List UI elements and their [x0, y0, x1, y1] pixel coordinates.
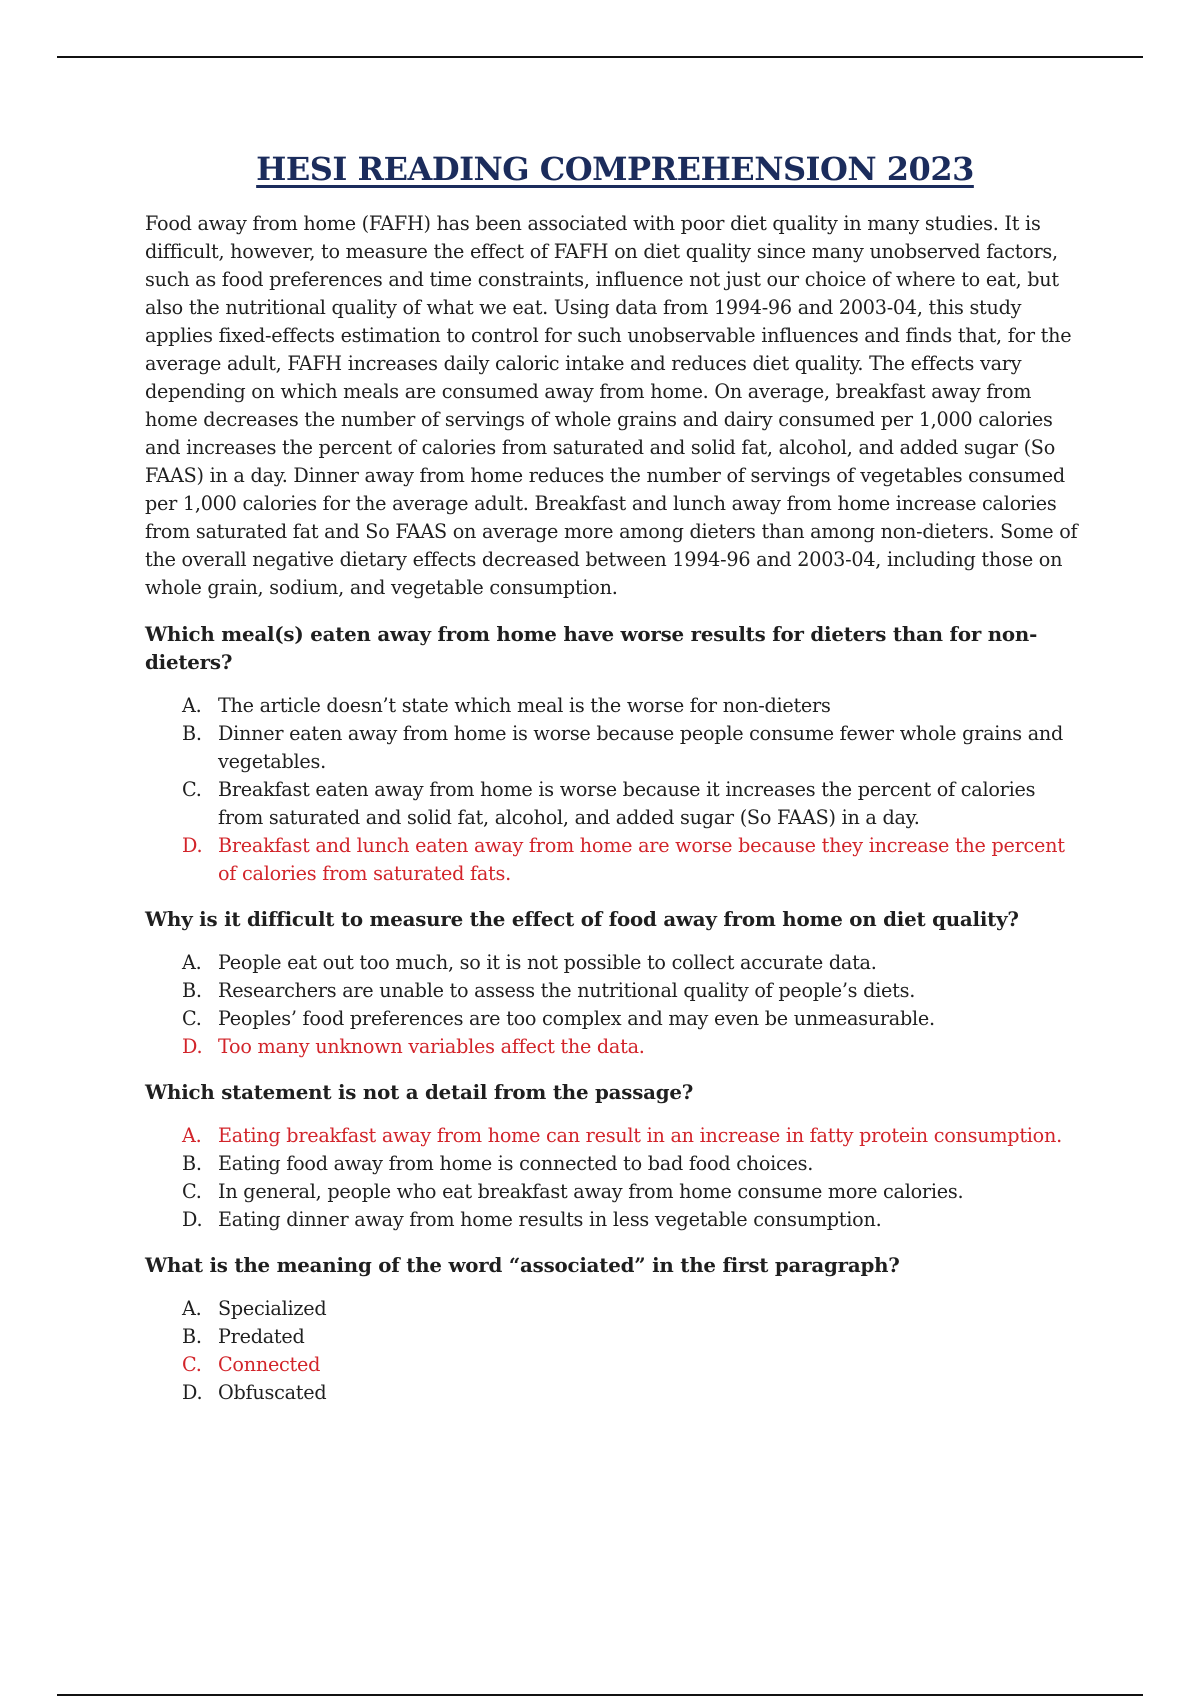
answer-options	[145, 949, 1085, 1061]
page-title: HESI READING COMPREHENSION 2023	[256, 150, 974, 188]
top-rule	[57, 56, 1143, 58]
option-letter: A.	[182, 1297, 202, 1320]
option-text: Breakfast and lunch eaten away from home are worse because they increase the percent of calories from saturated fats.	[218, 834, 1065, 885]
option-letter: D.	[182, 1381, 203, 1404]
bottom-rule	[57, 1694, 1143, 1696]
option-text: Breakfast eaten away from home is worse because it increases the percent of calories from saturated and solid fat, alcohol, and added sugar (So FAAS) in a day.	[218, 778, 1036, 829]
option-text: Eating dinner away from home results in less vegetable consumption.	[218, 1208, 882, 1231]
option-letter: C.	[182, 778, 202, 801]
answer-option-a	[145, 692, 1085, 720]
option-text: Specialized	[218, 1297, 327, 1320]
answer-option-b	[145, 1323, 1085, 1351]
question-block-1	[145, 620, 1085, 888]
option-letter: C.	[182, 1007, 202, 1030]
document-page	[145, 150, 1085, 1424]
option-letter: B.	[182, 1152, 202, 1175]
passage-paragraph: Food away from home (FAFH) has been associated with poor diet quality in many studies. It is difficult, however, to measure the effect of FAFH on diet quality since many unobserved factors, such as food preferences and time constraints, influence not just our choice of where to eat, but also the nutritional quality of what we eat. Using data from 1994-96 and 2003-04, this study applies fixed-effects estimation to control for such unobservable influences and finds that, for the average adult, FAFH increases daily caloric intake and reduces diet quality. The effects vary depending on which meals are consumed away from home. On average, breakfast away from home decreases the number of servings of whole grains and dairy consumed per 1,000 calories and increases the percent of calories from saturated and solid fat, alcohol, and added sugar (So FAAS) in a day. Dinner away from home reduces the number of servings of vegetables consumed per 1,000 calories for the average adult. Breakfast and lunch away from home increase calories from saturated fat and So FAAS on average more among dieters than among non-dieters. Some of the overall negative dietary effects decreased between 1994-96 and 2003-04, including those on whole grain, sodium, and vegetable consumption.	[145, 212, 1078, 599]
option-text: Dinner eaten away from home is worse because people consume fewer whole grains and vegetables.	[218, 722, 1064, 773]
correct-answer-option-a	[145, 1122, 1085, 1150]
option-letter: D.	[182, 1035, 203, 1058]
answer-option-a	[145, 949, 1085, 977]
answer-option-c	[145, 1005, 1085, 1033]
option-letter: C.	[182, 1180, 202, 1203]
option-letter: B.	[182, 1325, 202, 1348]
option-text: Obfuscated	[218, 1381, 327, 1404]
question-text: Which statement is not a detail from the passage?	[145, 1080, 694, 1104]
question-block-2	[145, 905, 1085, 1061]
answer-option-b	[145, 1150, 1085, 1178]
option-text: Eating breakfast away from home can result in an increase in fatty protein consumption.	[218, 1124, 1062, 1147]
answer-option-b	[145, 720, 1085, 776]
option-letter: A.	[182, 694, 202, 717]
option-letter: D.	[182, 1208, 203, 1231]
option-text: Predated	[218, 1325, 305, 1348]
option-text: People eat out too much, so it is not possible to collect accurate data.	[218, 951, 877, 974]
answer-options	[145, 1295, 1085, 1407]
option-letter: A.	[182, 1124, 202, 1147]
option-text: Connected	[218, 1353, 321, 1376]
option-letter: C.	[182, 1353, 202, 1376]
option-letter: B.	[182, 979, 202, 1002]
correct-answer-option-d	[145, 1033, 1085, 1061]
question-text: What is the meaning of the word “associated” in the first paragraph?	[145, 1253, 900, 1277]
option-text: The article doesn’t state which meal is the worse for non-dieters	[218, 694, 831, 717]
option-text: Researchers are unable to assess the nutritional quality of people’s diets.	[218, 979, 916, 1002]
answer-options	[145, 692, 1085, 888]
option-text: In general, people who eat breakfast away from home consume more calories.	[218, 1180, 964, 1203]
correct-answer-option-d	[145, 832, 1085, 888]
option-text: Too many unknown variables affect the data.	[218, 1035, 645, 1058]
answer-option-d	[145, 1206, 1085, 1234]
option-text: Peoples’ food preferences are too complex and may even be unmeasurable.	[218, 1007, 935, 1030]
answer-option-d	[145, 1379, 1085, 1407]
option-letter: A.	[182, 951, 202, 974]
answer-option-c	[145, 776, 1085, 832]
option-letter: D.	[182, 834, 203, 857]
question-text: Why is it difficult to measure the effect of food away from home on diet quality?	[145, 907, 1019, 931]
answer-options	[145, 1122, 1085, 1234]
answer-option-a	[145, 1295, 1085, 1323]
option-letter: B.	[182, 722, 202, 745]
question-text: Which meal(s) eaten away from home have worse results for dieters than for non-dieters?	[145, 622, 1038, 674]
correct-answer-option-c	[145, 1351, 1085, 1379]
answer-option-c	[145, 1178, 1085, 1206]
question-block-3	[145, 1078, 1085, 1234]
question-block-4	[145, 1251, 1085, 1407]
option-text: Eating food away from home is connected to bad food choices.	[218, 1152, 814, 1175]
answer-option-b	[145, 977, 1085, 1005]
